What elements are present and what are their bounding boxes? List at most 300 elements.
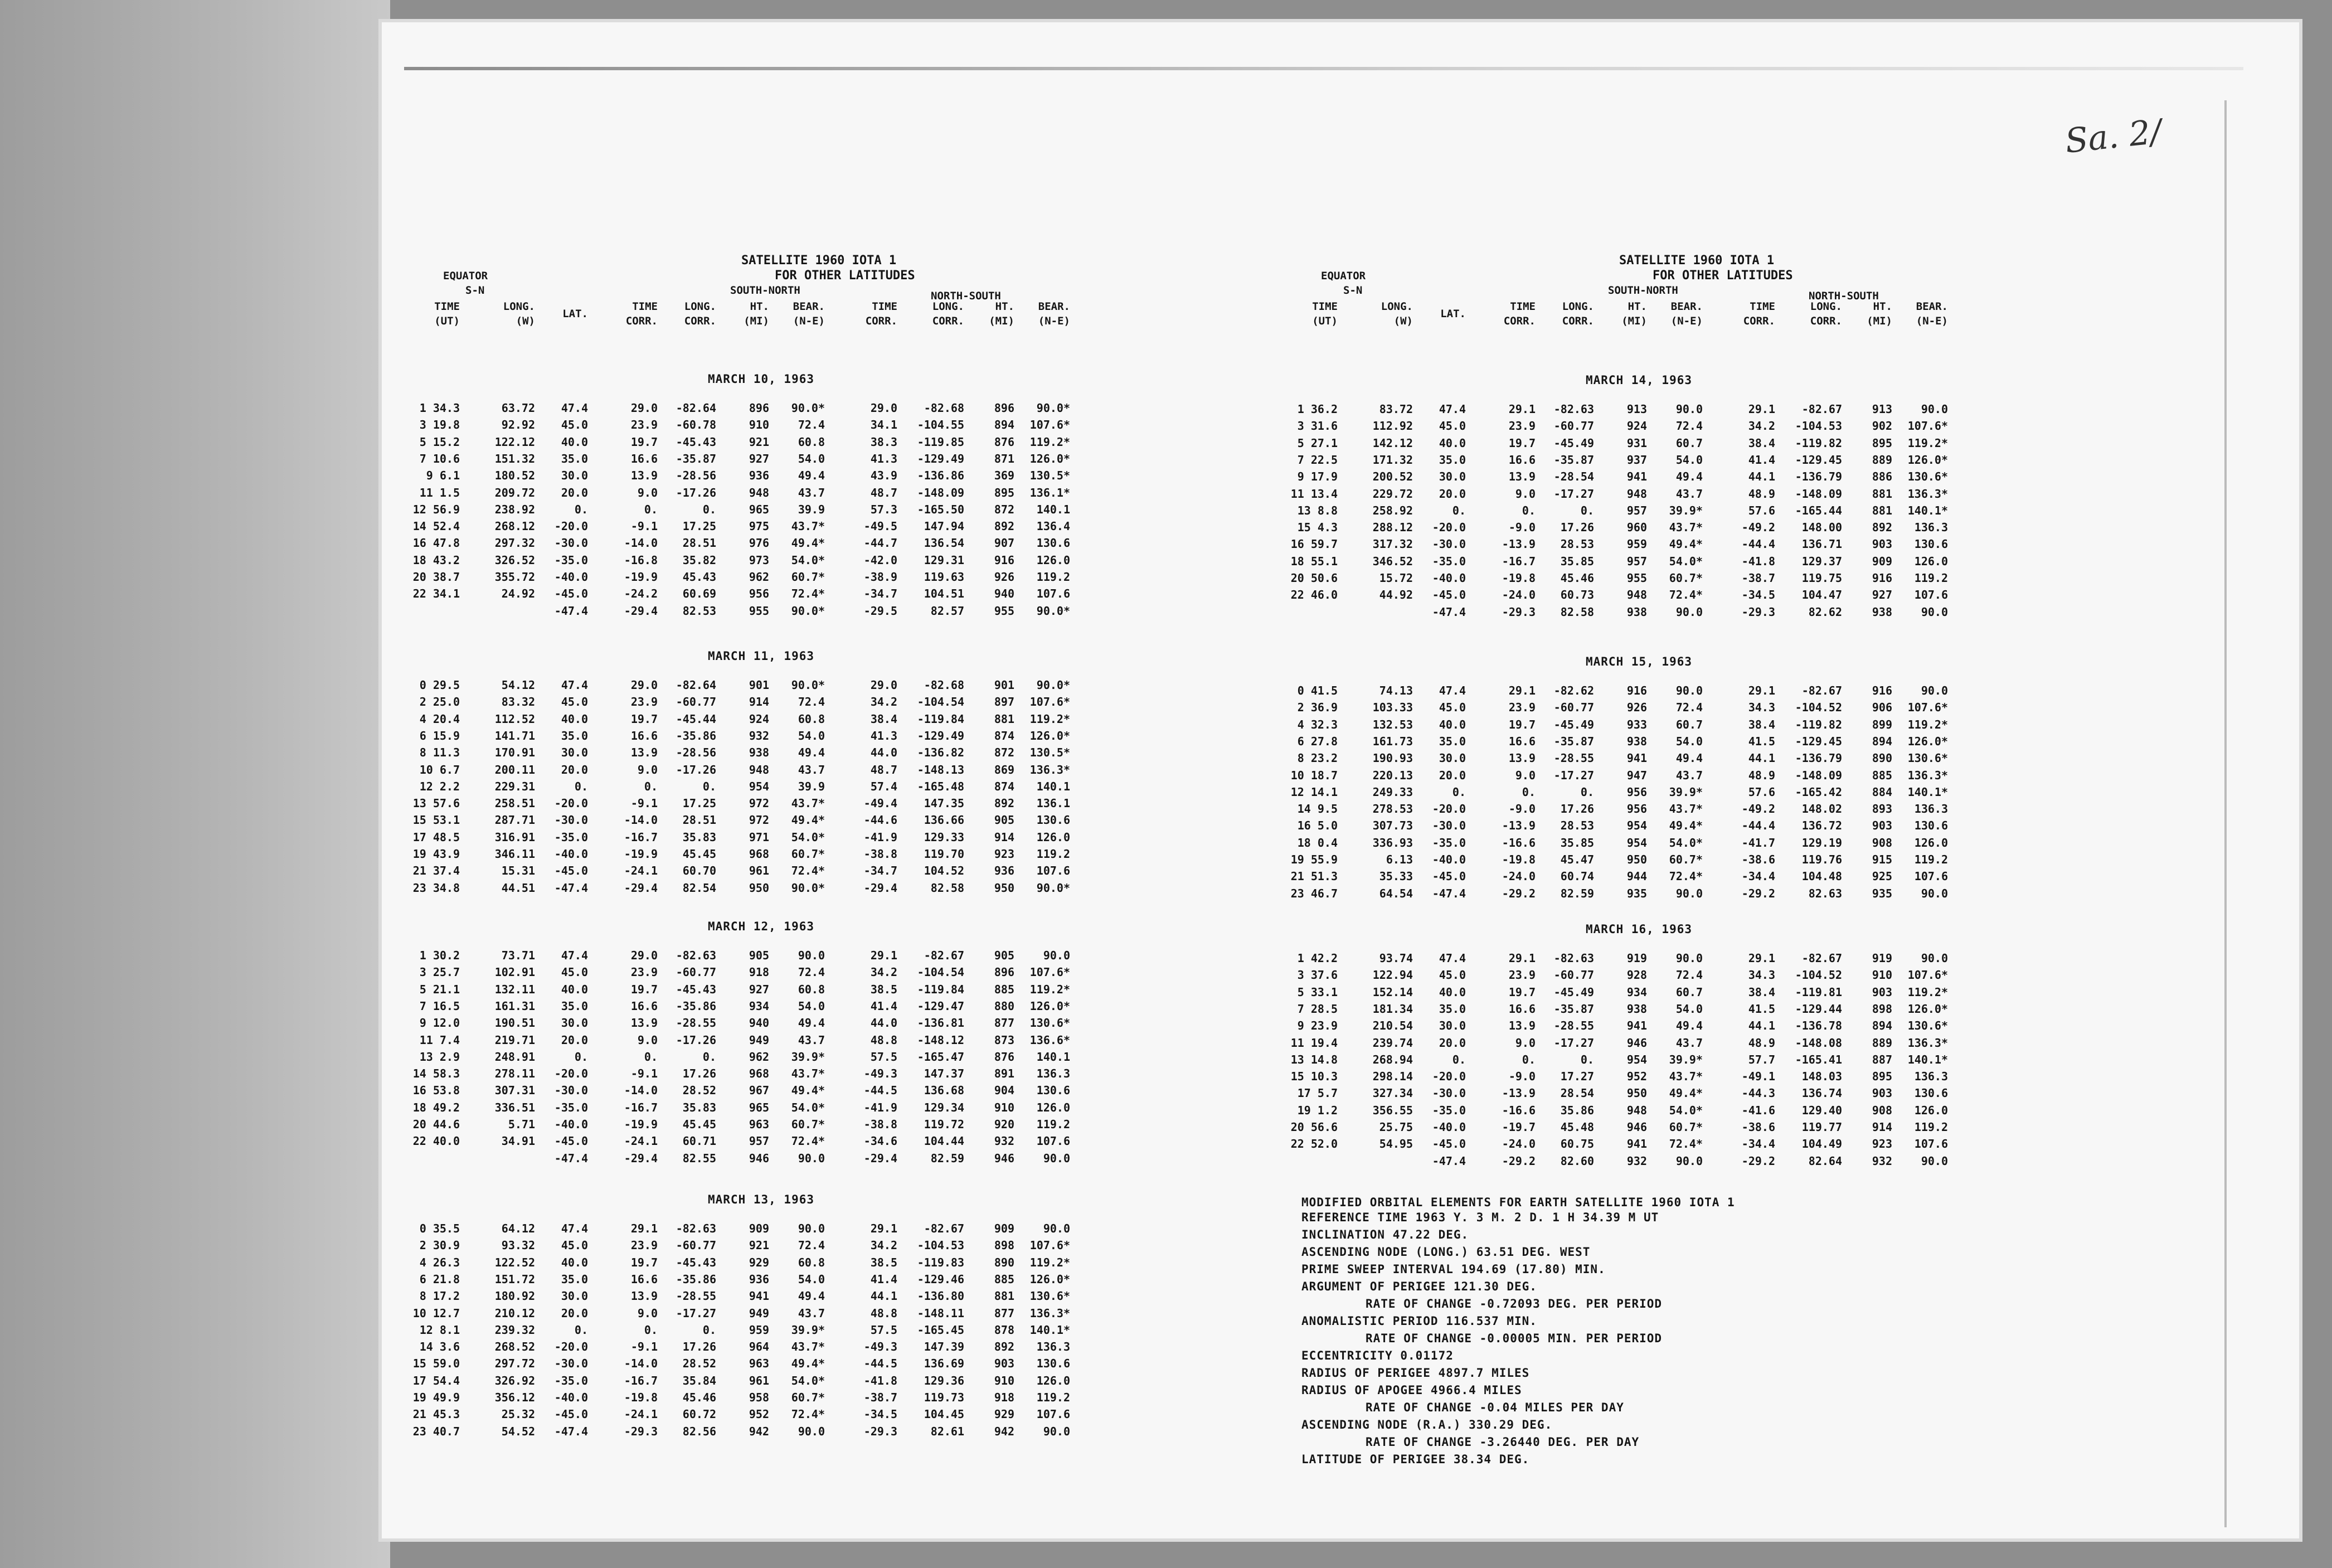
cell-time-corr-sn: -24.0 (1502, 588, 1536, 602)
cell-lat: 35.0 (561, 1272, 588, 1286)
cell-lat: -35.0 (1432, 554, 1466, 568)
handwritten-page-mark: Sa. 2/ (2063, 112, 2164, 161)
cell-ht-ns: 903 (1872, 985, 1892, 999)
cell-ht-sn: 934 (1626, 985, 1647, 999)
cell-long-corr-ns: -148.08 (1795, 1036, 1842, 1050)
cell-time-ut: 19 43.9 (412, 847, 460, 861)
column-header-long-w: LONG. (W) (503, 300, 535, 327)
cell-time-corr-ns: 34.1 (870, 418, 897, 432)
cell-long-w: 161.31 (494, 999, 535, 1013)
cell-bear-sn: 43.7 (1675, 768, 1703, 782)
cell-time-ut: 3 31.6 (1297, 419, 1338, 433)
cell-ht-ns: 876 (994, 435, 1014, 449)
cell-ht-ns: 885 (1872, 768, 1892, 782)
cell-long-corr-ns: -104.52 (1795, 968, 1842, 982)
cell-time-ut: 3 25.7 (419, 965, 460, 979)
header-south-north: SOUTH-NORTH (1608, 284, 1678, 297)
cell-time-corr-ns: -49.5 (863, 520, 897, 533)
cell-lat: -20.0 (1432, 521, 1466, 535)
cell-ht-sn: 914 (749, 695, 769, 709)
cell-long-corr-ns: 129.36 (924, 1373, 964, 1387)
cell-time-ut: 13 57.6 (412, 797, 460, 810)
cell-ht-ns: 892 (994, 1340, 1014, 1354)
cell-time-corr-ns: -49.1 (1741, 1070, 1775, 1084)
cell-bear-ns: 126.0 (1036, 553, 1070, 567)
cell-time-corr-ns: 44.0 (870, 1016, 897, 1030)
table-row (396, 536, 1081, 553)
cell-ht-ns: 884 (1872, 785, 1892, 799)
orbital-elements-title: MODIFIED ORBITAL ELEMENTS FOR EARTH SATELLITE 1960 IOTA 1 (1301, 1196, 1735, 1209)
cell-long-w: 34.91 (501, 1134, 535, 1148)
cell-bear-ns: 90.0 (1921, 886, 1948, 900)
cell-time-corr-sn: 0. (644, 1323, 658, 1337)
cell-bear-sn: 54.0 (798, 452, 825, 465)
cell-lat: 0. (574, 1323, 588, 1337)
table-row (1274, 537, 1959, 554)
cell-bear-sn: 72.4* (791, 864, 825, 878)
cell-time-ut: 7 28.5 (1297, 1002, 1338, 1016)
cell-long-w: 249.33 (1372, 785, 1413, 799)
table-row (396, 1323, 1081, 1340)
cell-bear-sn: 43.7* (1669, 802, 1703, 816)
cell-bear-ns: 107.6* (1029, 965, 1070, 979)
cell-long-corr-ns: 129.19 (1801, 836, 1842, 849)
cell-long-corr-sn: -45.43 (676, 982, 716, 996)
cell-long-corr-sn: -45.43 (676, 435, 716, 449)
cell-time-ut: 19 1.2 (1297, 1103, 1338, 1117)
cell-ht-ns: 955 (994, 604, 1014, 618)
cell-long-corr-ns: -136.79 (1795, 470, 1842, 484)
cell-time-corr-sn: 29.1 (1508, 402, 1536, 416)
cell-long-w: 141.71 (494, 729, 535, 742)
cell-time-ut: 15 59.0 (412, 1357, 460, 1371)
cell-lat: 0. (574, 1050, 588, 1064)
cell-time-corr-sn: 29.1 (1508, 952, 1536, 965)
cell-time-corr-sn: -9.1 (630, 797, 658, 810)
table-row (396, 864, 1081, 881)
cell-time-ut: 7 16.5 (419, 999, 460, 1013)
cell-time-corr-sn: 0. (1522, 503, 1536, 517)
cell-long-corr-ns: 104.51 (924, 587, 964, 601)
cell-lat: -40.0 (554, 1118, 588, 1131)
cell-bear-ns: 130.6* (1029, 1289, 1070, 1303)
cell-time-corr-sn: 9.0 (637, 1033, 658, 1047)
cell-long-w: 35.33 (1379, 870, 1413, 883)
cell-long-corr-ns: -104.54 (917, 695, 964, 709)
cell-ht-ns: 896 (994, 401, 1014, 415)
cell-time-corr-sn: 0. (1522, 1052, 1536, 1066)
table-row (396, 1101, 1081, 1118)
orbital-element-line: RADIUS OF APOGEE 4966.4 MILES (1301, 1383, 1522, 1397)
cell-ht-sn: 924 (1626, 419, 1647, 433)
cell-time-corr-ns: 57.7 (1748, 1052, 1775, 1066)
cell-long-w: 200.52 (1372, 470, 1413, 484)
cell-long-corr-sn: -28.55 (1553, 751, 1594, 765)
table-row (396, 1134, 1081, 1151)
cell-time-ut: 12 2.2 (419, 779, 460, 793)
cell-bear-sn: 72.4* (791, 1134, 825, 1148)
table-row (396, 780, 1081, 797)
cell-long-corr-sn: 0. (1580, 1052, 1594, 1066)
cell-ht-ns: 926 (994, 570, 1014, 584)
cell-bear-sn: 39.9 (798, 502, 825, 516)
cell-bear-ns: 136.1 (1036, 797, 1070, 810)
cell-ht-ns: 950 (994, 881, 1014, 895)
cell-time-ut: 14 58.3 (412, 1067, 460, 1081)
cell-bear-sn: 60.7* (791, 847, 825, 861)
cell-long-w: 209.72 (494, 486, 535, 499)
cell-time-corr-sn: -16.7 (624, 1100, 658, 1114)
cell-bear-sn: 60.7* (791, 1391, 825, 1404)
cell-bear-ns: 126.0* (1029, 729, 1070, 742)
cell-ht-ns: 889 (1872, 1036, 1892, 1050)
cell-time-corr-ns: -49.3 (863, 1067, 897, 1081)
cell-long-corr-ns: 82.59 (930, 1151, 964, 1165)
cell-long-corr-sn: -28.55 (676, 1289, 716, 1303)
cell-long-corr-ns: 119.76 (1801, 853, 1842, 866)
cell-time-corr-ns: 38.4 (870, 712, 897, 726)
document-sheet (382, 22, 2299, 1538)
table-row (396, 1050, 1081, 1067)
cell-time-corr-ns: 57.3 (870, 502, 897, 516)
cell-bear-sn: 54.0* (791, 553, 825, 567)
cell-ht-sn: 924 (749, 712, 769, 726)
cell-time-corr-sn: -19.8 (1502, 853, 1536, 866)
cell-long-w: 229.72 (1372, 487, 1413, 501)
cell-long-corr-sn: 82.56 (682, 1424, 716, 1438)
cell-long-w: 336.51 (494, 1100, 535, 1114)
cell-long-w: 210.12 (494, 1306, 535, 1320)
cell-bear-sn: 39.9* (1669, 785, 1703, 799)
cell-ht-ns: 885 (994, 982, 1014, 996)
cell-bear-sn: 49.4* (1669, 537, 1703, 551)
table-row (396, 486, 1081, 503)
cell-ht-sn: 941 (1626, 470, 1647, 484)
cell-ht-ns: 903 (1872, 1086, 1892, 1100)
cell-bear-sn: 72.4 (798, 965, 825, 979)
cell-ht-sn: 963 (749, 1118, 769, 1131)
table-row (396, 813, 1081, 830)
cell-time-corr-ns: 38.4 (1748, 436, 1775, 450)
cell-time-corr-ns: -49.4 (863, 797, 897, 810)
cell-ht-sn: 954 (749, 779, 769, 793)
cell-lat: -35.0 (1432, 1103, 1466, 1117)
cell-lat: -35.0 (554, 1373, 588, 1387)
cell-bear-ns: 107.6 (1914, 588, 1948, 602)
column-header-bear-sn: BEAR. (N-E) (1670, 300, 1703, 327)
cell-long-w: 190.93 (1372, 751, 1413, 765)
cell-ht-sn: 967 (749, 1084, 769, 1098)
cell-time-corr-sn: -29.3 (624, 1424, 658, 1438)
cell-long-corr-ns: -119.84 (917, 982, 964, 996)
cell-time-ut: 0 29.5 (419, 678, 460, 692)
cell-bear-ns: 130.6 (1914, 537, 1948, 551)
cell-long-w: 44.51 (501, 881, 535, 895)
cell-ht-ns: 905 (994, 813, 1014, 827)
cell-time-ut: 9 17.9 (1297, 470, 1338, 484)
cell-time-corr-sn: -9.1 (630, 520, 658, 533)
cell-lat: 40.0 (561, 435, 588, 449)
cell-ht-sn: 948 (1626, 588, 1647, 602)
cell-long-w: 258.51 (494, 797, 535, 810)
cell-long-corr-sn: -82.63 (1553, 952, 1594, 965)
cell-time-corr-ns: -34.7 (863, 587, 897, 601)
cell-bear-ns: 136.3 (1914, 802, 1948, 816)
cell-bear-ns: 119.2 (1036, 847, 1070, 861)
cell-ht-sn: 937 (1626, 453, 1647, 467)
cell-lat: -20.0 (1432, 1070, 1466, 1084)
cell-ht-sn: 909 (749, 1222, 769, 1235)
orbital-element-line: RADIUS OF PERIGEE 4897.7 MILES (1301, 1366, 1530, 1380)
cell-ht-sn: 941 (1626, 751, 1647, 765)
cell-bear-ns: 107.6* (1029, 695, 1070, 709)
cell-bear-ns: 90.0* (1036, 881, 1070, 895)
table-row (1274, 769, 1959, 785)
cell-ht-ns: 914 (994, 830, 1014, 844)
table-row (396, 1033, 1081, 1050)
cell-time-ut: 17 48.5 (412, 830, 460, 844)
cell-ht-ns: 902 (1872, 419, 1892, 433)
cell-long-corr-ns: 129.33 (924, 830, 964, 844)
cell-bear-sn: 60.7 (1675, 436, 1703, 450)
cell-lat: -20.0 (554, 1067, 588, 1081)
cell-time-corr-ns: 57.5 (870, 1323, 897, 1337)
cell-time-ut: 10 18.7 (1290, 768, 1338, 782)
cell-bear-ns: 126.0 (1914, 836, 1948, 849)
cell-bear-ns: 90.0 (1921, 605, 1948, 619)
cell-long-w: 103.33 (1372, 701, 1413, 715)
cell-long-corr-sn: -45.49 (1553, 436, 1594, 450)
cell-time-corr-ns: 34.2 (870, 965, 897, 979)
cell-long-corr-ns: -165.48 (917, 779, 964, 793)
cell-bear-sn: 49.4 (798, 1289, 825, 1303)
cell-ht-ns: 896 (994, 965, 1014, 979)
cell-time-corr-ns: 41.3 (870, 729, 897, 742)
cell-long-corr-sn: -60.78 (676, 418, 716, 432)
cell-bear-sn: 60.7* (791, 1118, 825, 1131)
cell-time-corr-ns: 48.8 (870, 1306, 897, 1320)
cell-time-ut: 5 21.1 (419, 982, 460, 996)
cell-time-corr-sn: -16.6 (1502, 836, 1536, 849)
cell-bear-sn: 54.0 (798, 1272, 825, 1286)
cell-long-corr-ns: -104.54 (917, 965, 964, 979)
cell-long-corr-sn: -17.27 (676, 1306, 716, 1320)
table-row (396, 1289, 1081, 1306)
cell-bear-sn: 54.0 (798, 999, 825, 1013)
cell-lat: -35.0 (554, 830, 588, 844)
cell-bear-sn: 90.0* (791, 401, 825, 415)
cell-bear-sn: 60.8 (798, 712, 825, 726)
cell-lat: 35.0 (1439, 453, 1466, 467)
cell-long-corr-sn: 28.52 (682, 1084, 716, 1098)
cell-ht-sn: 968 (749, 1067, 769, 1081)
cell-long-corr-ns: -119.82 (1795, 717, 1842, 731)
cell-ht-sn: 921 (749, 1239, 769, 1253)
cell-bear-ns: 126.0 (1036, 830, 1070, 844)
cell-time-corr-sn: 19.7 (1508, 717, 1536, 731)
cell-long-corr-sn: -17.26 (676, 486, 716, 499)
cell-time-ut: 18 49.2 (412, 1100, 460, 1114)
table-row (396, 1374, 1081, 1391)
cell-time-corr-ns: -34.4 (1741, 870, 1775, 883)
column-header-ht-sn: HT. (MI) (744, 300, 769, 327)
cell-long-corr-ns: 104.45 (924, 1407, 964, 1421)
cell-time-corr-sn: 19.7 (630, 982, 658, 996)
cell-time-corr-sn: 29.1 (630, 1222, 658, 1235)
cell-ht-sn: 910 (749, 418, 769, 432)
cell-time-corr-ns: 38.3 (870, 435, 897, 449)
cell-time-corr-sn: 0. (644, 502, 658, 516)
cell-ht-sn: 954 (1626, 819, 1647, 833)
cell-time-corr-ns: -34.7 (863, 864, 897, 878)
cell-time-corr-ns: -38.8 (863, 1118, 897, 1131)
cell-bear-sn: 43.7 (1675, 487, 1703, 501)
cell-long-corr-ns: -82.67 (1801, 684, 1842, 697)
cell-time-ut: 12 56.9 (412, 502, 460, 516)
cell-time-ut: 2 25.0 (419, 695, 460, 709)
cell-long-corr-ns: -136.81 (917, 1016, 964, 1030)
table-row (1274, 718, 1959, 735)
cell-bear-sn: 39.9* (1669, 1052, 1703, 1066)
cell-time-ut: 11 7.4 (419, 1033, 460, 1047)
cell-bear-sn: 54.0 (1675, 734, 1703, 748)
cell-time-ut: 20 56.6 (1290, 1120, 1338, 1134)
cell-bear-sn: 43.7 (798, 486, 825, 499)
cell-bear-ns: 136.3 (1914, 1070, 1948, 1084)
cell-long-corr-ns: 129.37 (1801, 554, 1842, 568)
cell-ht-sn: 929 (749, 1255, 769, 1269)
cell-long-corr-ns: -136.86 (917, 469, 964, 483)
cell-time-corr-ns: -41.6 (1741, 1103, 1775, 1117)
cell-bear-sn: 72.4 (798, 695, 825, 709)
table-row (396, 1391, 1081, 1407)
cell-bear-ns: 107.6* (1029, 418, 1070, 432)
cell-time-ut: 9 23.9 (1297, 1019, 1338, 1033)
cell-long-corr-sn: 17.26 (1560, 802, 1594, 816)
cell-long-corr-sn: 35.85 (1560, 836, 1594, 849)
cell-long-corr-sn: 60.69 (682, 587, 716, 601)
cell-time-ut: 17 54.4 (412, 1373, 460, 1387)
cell-time-corr-sn: -14.0 (624, 813, 658, 827)
table-row (1274, 1154, 1959, 1171)
cell-bear-sn: 49.4* (1669, 819, 1703, 833)
cell-long-corr-sn: -82.62 (1553, 684, 1594, 697)
cell-lat: -30.0 (1432, 819, 1466, 833)
table-row (1274, 1053, 1959, 1070)
cell-long-corr-ns: 119.72 (924, 1118, 964, 1131)
cell-bear-sn: 43.7* (791, 520, 825, 533)
cell-ht-ns: 899 (1872, 717, 1892, 731)
cell-long-w: 83.72 (1379, 402, 1413, 416)
cell-bear-sn: 54.0 (1675, 1002, 1703, 1016)
cell-bear-ns: 90.0 (1043, 949, 1070, 962)
cell-bear-sn: 72.4 (1675, 419, 1703, 433)
cell-long-corr-ns: 119.70 (924, 847, 964, 861)
cell-time-corr-sn: 9.0 (1515, 1036, 1536, 1050)
cell-time-corr-sn: 23.9 (630, 1239, 658, 1253)
column-header-time-corr-sn: TIME CORR. (625, 300, 658, 327)
cell-bear-ns: 130.5* (1029, 746, 1070, 760)
cell-ht-sn: 961 (749, 1373, 769, 1387)
cell-time-ut: 6 15.9 (419, 729, 460, 742)
column-header-time-ut: TIME (UT) (1312, 300, 1338, 327)
cell-time-corr-sn: 0. (644, 779, 658, 793)
cell-long-w: 268.52 (494, 1340, 535, 1354)
cell-long-w: 15.72 (1379, 571, 1413, 585)
cell-time-corr-sn: -16.7 (624, 1373, 658, 1387)
cell-ht-ns: 898 (994, 1239, 1014, 1253)
column-header-bear-sn: BEAR. (N-E) (793, 300, 825, 327)
cell-long-corr-ns: -148.09 (1795, 768, 1842, 782)
cell-time-ut: 9 6.1 (426, 469, 460, 483)
cell-long-w: 239.32 (494, 1323, 535, 1337)
cell-time-corr-sn: 16.6 (630, 729, 658, 742)
cell-long-corr-ns: 119.77 (1801, 1120, 1842, 1134)
cell-ht-ns: 938 (1872, 605, 1892, 619)
cell-ht-ns: 908 (1872, 1103, 1892, 1117)
cell-long-corr-ns: -148.09 (917, 486, 964, 499)
cell-bear-ns: 140.1* (1907, 785, 1948, 799)
cell-long-w: 278.53 (1372, 802, 1413, 816)
cell-time-corr-ns: 38.4 (1748, 985, 1775, 999)
orbital-element-line: RATE OF CHANGE -0.72093 DEG. PER PERIOD (1366, 1297, 1663, 1310)
cell-long-corr-sn: 45.47 (1560, 853, 1594, 866)
cell-ht-sn: 948 (749, 763, 769, 776)
cell-lat: 0. (1452, 1052, 1466, 1066)
cell-bear-ns: 126.0 (1036, 1100, 1070, 1114)
cell-ht-sn: 972 (749, 813, 769, 827)
cell-time-corr-sn: 13.9 (1508, 751, 1536, 765)
cell-time-corr-ns: 44.1 (1748, 751, 1775, 765)
cell-ht-sn: 954 (1626, 836, 1647, 849)
cell-long-corr-sn: -17.26 (676, 763, 716, 776)
cell-time-corr-sn: -16.7 (624, 830, 658, 844)
cell-long-w: 24.92 (501, 587, 535, 601)
cell-ht-sn: 959 (749, 1323, 769, 1337)
cell-long-w: 112.52 (494, 712, 535, 726)
cell-bear-ns: 107.6 (1036, 1134, 1070, 1148)
cell-time-corr-ns: 34.2 (1748, 419, 1775, 433)
cell-time-ut: 20 38.7 (412, 570, 460, 584)
cell-bear-ns: 140.1* (1029, 1323, 1070, 1337)
cell-long-corr-sn: -28.55 (676, 1016, 716, 1030)
cell-long-corr-sn: 28.52 (682, 1357, 716, 1371)
cell-time-corr-ns: -44.5 (863, 1357, 897, 1371)
cell-time-corr-sn: 29.1 (1508, 684, 1536, 697)
table-row (1274, 836, 1959, 853)
cell-time-corr-sn: -29.4 (624, 604, 658, 618)
cell-long-corr-ns: -82.67 (1801, 952, 1842, 965)
table-row (396, 881, 1081, 898)
cell-bear-ns: 130.6* (1907, 470, 1948, 484)
cell-time-corr-ns: 38.5 (870, 1255, 897, 1269)
cell-time-corr-ns: -29.4 (863, 881, 897, 895)
header-equator: EQUATOR (1321, 270, 1366, 282)
cell-ht-ns: 889 (1872, 453, 1892, 467)
header-equator: EQUATOR (443, 270, 488, 282)
table-title: SATELLITE 1960 IOTA 1 (1619, 254, 1775, 268)
cell-long-w: 152.14 (1372, 985, 1413, 999)
cell-long-corr-sn: 45.45 (682, 847, 716, 861)
table-row (396, 1067, 1081, 1084)
column-header-time-corr-sn: TIME CORR. (1503, 300, 1536, 327)
cell-bear-ns: 107.6* (1907, 419, 1948, 433)
cell-bear-sn: 72.4* (791, 1407, 825, 1421)
cell-ht-sn: 938 (749, 746, 769, 760)
cell-time-ut: 8 11.3 (419, 746, 460, 760)
cell-ht-sn: 950 (1626, 853, 1647, 866)
cell-ht-sn: 968 (749, 847, 769, 861)
